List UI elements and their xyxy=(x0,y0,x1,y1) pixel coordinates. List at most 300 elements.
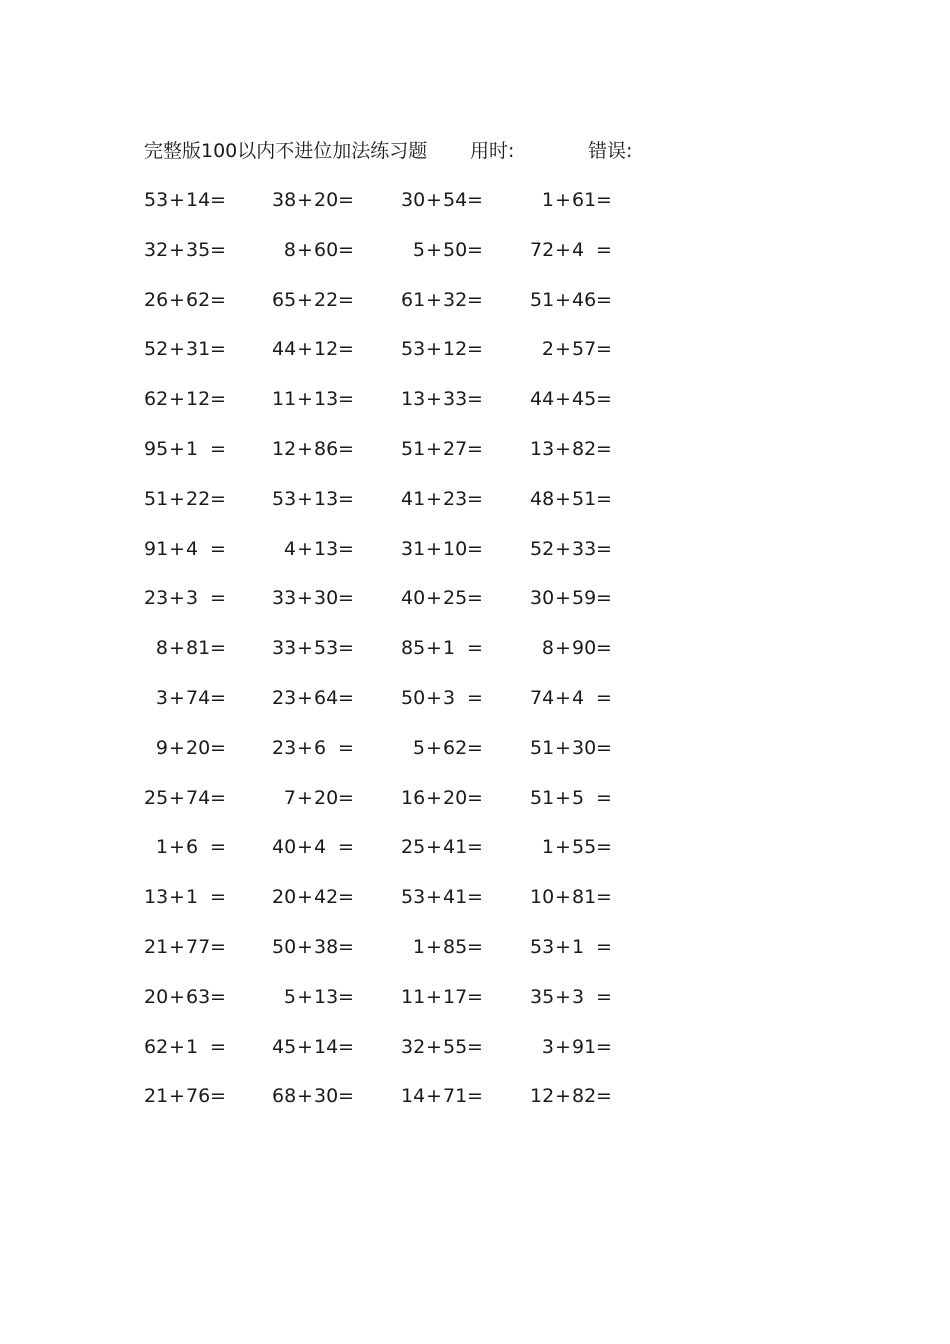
equals-sign: = xyxy=(596,935,612,958)
addend-first: 11 xyxy=(272,388,297,411)
plus-sign: + xyxy=(555,686,571,709)
equals-sign: = xyxy=(210,637,226,660)
equals-sign: = xyxy=(596,985,612,1008)
plus-sign: + xyxy=(555,985,571,1008)
equals-sign: = xyxy=(596,786,612,809)
addend-second: 1 xyxy=(186,437,199,460)
plus-sign: + xyxy=(169,985,185,1008)
plus-sign: + xyxy=(555,1085,571,1108)
addend-first: 4 xyxy=(283,537,296,560)
addend-first: 8 xyxy=(283,238,296,261)
addend-first: 95 xyxy=(144,437,169,460)
equals-sign: = xyxy=(596,686,612,709)
addition-problem xyxy=(530,783,658,813)
addend-first: 8 xyxy=(155,637,168,660)
addition-problem xyxy=(272,334,400,364)
addition-problem xyxy=(401,783,529,813)
equals-sign: = xyxy=(467,637,483,660)
plus-sign: + xyxy=(297,238,313,261)
addition-problem xyxy=(272,1032,400,1062)
addend-second: 74 xyxy=(186,786,211,809)
equals-sign: = xyxy=(467,437,483,460)
addition-problem xyxy=(401,384,529,414)
addition-problem xyxy=(530,633,658,663)
addend-first: 40 xyxy=(401,587,426,610)
equals-sign: = xyxy=(338,189,354,211)
addend-second: 62 xyxy=(186,288,211,311)
plus-sign: + xyxy=(555,886,571,909)
addition-problem xyxy=(401,1032,529,1062)
addend-first: 53 xyxy=(144,189,169,211)
addend-second: 74 xyxy=(186,686,211,709)
plus-sign: + xyxy=(297,736,313,759)
equals-sign: = xyxy=(338,587,354,610)
addend-second: 77 xyxy=(186,935,211,958)
addition-problem xyxy=(144,235,272,265)
addend-second: 54 xyxy=(443,189,468,211)
equals-sign: = xyxy=(467,836,483,859)
problem-row xyxy=(144,783,704,833)
equals-sign: = xyxy=(467,786,483,809)
equals-sign: = xyxy=(467,1035,483,1058)
addend-second: 22 xyxy=(186,487,211,510)
equals-sign: = xyxy=(467,487,483,510)
addition-problem xyxy=(401,534,529,564)
addend-second: 14 xyxy=(186,189,211,211)
addend-first: 32 xyxy=(401,1035,426,1058)
addend-first: 21 xyxy=(144,935,169,958)
addend-second: 4 xyxy=(314,836,327,859)
addend-first: 13 xyxy=(401,388,426,411)
addend-first: 3 xyxy=(155,686,168,709)
addition-problem xyxy=(401,633,529,663)
addend-second: 42 xyxy=(314,886,339,909)
plus-sign: + xyxy=(426,587,442,610)
addend-first: 32 xyxy=(144,238,169,261)
addition-problem xyxy=(530,334,658,364)
addition-problem xyxy=(272,534,400,564)
equals-sign: = xyxy=(210,487,226,510)
plus-sign: + xyxy=(169,886,185,909)
equals-sign: = xyxy=(596,437,612,460)
problem-row xyxy=(144,235,704,285)
plus-sign: + xyxy=(169,836,185,859)
equals-sign: = xyxy=(596,836,612,859)
plus-sign: + xyxy=(297,686,313,709)
addend-first: 7 xyxy=(283,786,296,809)
addition-problem xyxy=(144,882,272,912)
equals-sign: = xyxy=(467,985,483,1008)
equals-sign: = xyxy=(338,437,354,460)
equals-sign: = xyxy=(338,288,354,311)
addition-problem xyxy=(401,932,529,962)
equals-sign: = xyxy=(467,935,483,958)
problem-row xyxy=(144,1032,704,1082)
equals-sign: = xyxy=(210,388,226,411)
addend-first: 62 xyxy=(144,1035,169,1058)
addend-second: 30 xyxy=(314,587,339,610)
addition-problem xyxy=(530,1032,658,1062)
addition-problem xyxy=(530,185,658,215)
addend-second: 20 xyxy=(314,786,339,809)
plus-sign: + xyxy=(169,686,185,709)
addition-problem xyxy=(144,1032,272,1062)
addend-second: 6 xyxy=(186,836,199,859)
addend-first: 10 xyxy=(530,886,555,909)
addend-second: 55 xyxy=(443,1035,468,1058)
addend-first: 41 xyxy=(401,487,426,510)
addend-first: 51 xyxy=(144,487,169,510)
addition-problem xyxy=(530,932,658,962)
plus-sign: + xyxy=(426,238,442,261)
problem-row xyxy=(144,1081,704,1131)
addition-problem xyxy=(144,334,272,364)
problem-row xyxy=(144,534,704,584)
addend-second: 64 xyxy=(314,686,339,709)
problem-row xyxy=(144,334,704,384)
addition-problem xyxy=(272,932,400,962)
plus-sign: + xyxy=(555,437,571,460)
addition-problem xyxy=(401,1081,529,1111)
addition-problem xyxy=(530,484,658,514)
plus-sign: + xyxy=(555,238,571,261)
addition-problem xyxy=(272,832,400,862)
addend-second: 62 xyxy=(443,736,468,759)
addition-problem xyxy=(530,832,658,862)
addend-first: 50 xyxy=(401,686,426,709)
addend-first: 30 xyxy=(530,587,555,610)
addend-first: 62 xyxy=(144,388,169,411)
addend-first: 5 xyxy=(412,736,425,759)
addend-second: 13 xyxy=(314,985,339,1008)
addend-second: 5 xyxy=(572,786,585,809)
addition-problem xyxy=(272,733,400,763)
plus-sign: + xyxy=(555,1035,571,1058)
problem-row xyxy=(144,982,704,1032)
addend-second: 53 xyxy=(314,637,339,660)
problem-row xyxy=(144,285,704,335)
addend-second: 50 xyxy=(443,238,468,261)
addend-first: 26 xyxy=(144,288,169,311)
plus-sign: + xyxy=(169,587,185,610)
addend-second: 22 xyxy=(314,288,339,311)
plus-sign: + xyxy=(555,786,571,809)
problem-grid xyxy=(144,185,704,1131)
equals-sign: = xyxy=(210,238,226,261)
addition-problem xyxy=(272,434,400,464)
equals-sign: = xyxy=(596,537,612,560)
addend-second: 63 xyxy=(186,985,211,1008)
equals-sign: = xyxy=(467,388,483,411)
addend-first: 38 xyxy=(272,189,297,211)
addition-problem xyxy=(144,733,272,763)
addend-second: 1 xyxy=(186,886,199,909)
equals-sign: = xyxy=(338,836,354,859)
problem-row xyxy=(144,185,704,235)
addend-first: 13 xyxy=(530,437,555,460)
equals-sign: = xyxy=(596,288,612,311)
addition-problem xyxy=(530,285,658,315)
equals-sign: = xyxy=(210,537,226,560)
addend-second: 30 xyxy=(314,1085,339,1108)
equals-sign: = xyxy=(210,886,226,909)
addend-first: 53 xyxy=(401,886,426,909)
addend-first: 2 xyxy=(541,338,554,361)
addend-first: 1 xyxy=(155,836,168,859)
addition-problem xyxy=(272,882,400,912)
addend-second: 76 xyxy=(186,1085,211,1108)
equals-sign: = xyxy=(467,189,483,211)
addition-problem xyxy=(401,285,529,315)
equals-sign: = xyxy=(338,985,354,1008)
plus-sign: + xyxy=(426,1085,442,1108)
addend-first: 25 xyxy=(144,786,169,809)
plus-sign: + xyxy=(297,587,313,610)
addend-second: 41 xyxy=(443,886,468,909)
addend-second: 51 xyxy=(572,487,597,510)
addend-second: 20 xyxy=(314,189,339,211)
addend-second: 82 xyxy=(572,1085,597,1108)
addition-problem xyxy=(530,434,658,464)
addend-first: 3 xyxy=(541,1035,554,1058)
addition-problem xyxy=(272,484,400,514)
plus-sign: + xyxy=(426,736,442,759)
addition-problem xyxy=(401,683,529,713)
addition-problem xyxy=(272,185,400,215)
plus-sign: + xyxy=(169,935,185,958)
addend-first: 5 xyxy=(412,238,425,261)
addition-problem xyxy=(144,384,272,414)
equals-sign: = xyxy=(338,487,354,510)
addend-second: 33 xyxy=(572,537,597,560)
addend-first: 16 xyxy=(401,786,426,809)
addend-second: 35 xyxy=(186,238,211,261)
addition-problem xyxy=(144,285,272,315)
equals-sign: = xyxy=(467,886,483,909)
addend-first: 50 xyxy=(272,935,297,958)
addend-second: 57 xyxy=(572,338,597,361)
addend-first: 23 xyxy=(272,736,297,759)
addition-problem xyxy=(144,185,272,215)
plus-sign: + xyxy=(426,288,442,311)
equals-sign: = xyxy=(210,985,226,1008)
addition-problem xyxy=(272,633,400,663)
time-label: 用时: xyxy=(470,140,515,162)
addition-problem xyxy=(144,1081,272,1111)
equals-sign: = xyxy=(338,388,354,411)
plus-sign: + xyxy=(426,388,442,411)
addition-problem xyxy=(530,1081,658,1111)
addend-second: 27 xyxy=(443,437,468,460)
addition-problem xyxy=(144,783,272,813)
addend-second: 85 xyxy=(443,935,468,958)
equals-sign: = xyxy=(210,836,226,859)
addend-first: 33 xyxy=(272,637,297,660)
addend-second: 71 xyxy=(443,1085,468,1108)
plus-sign: + xyxy=(426,686,442,709)
equals-sign: = xyxy=(210,736,226,759)
plus-sign: + xyxy=(169,637,185,660)
error-label: 错误: xyxy=(588,140,633,162)
addition-problem xyxy=(144,982,272,1012)
addend-first: 30 xyxy=(401,189,426,211)
addend-second: 12 xyxy=(186,388,211,411)
equals-sign: = xyxy=(467,537,483,560)
addend-first: 35 xyxy=(530,985,555,1008)
equals-sign: = xyxy=(210,1085,226,1108)
addend-second: 25 xyxy=(443,587,468,610)
addend-first: 68 xyxy=(272,1085,297,1108)
addend-first: 65 xyxy=(272,288,297,311)
addend-first: 14 xyxy=(401,1085,426,1108)
plus-sign: + xyxy=(426,189,442,211)
plus-sign: + xyxy=(169,537,185,560)
addend-second: 55 xyxy=(572,836,597,859)
equals-sign: = xyxy=(210,338,226,361)
addend-first: 12 xyxy=(530,1085,555,1108)
addition-problem xyxy=(272,583,400,613)
plus-sign: + xyxy=(555,836,571,859)
plus-sign: + xyxy=(426,338,442,361)
addition-problem xyxy=(530,534,658,564)
equals-sign: = xyxy=(210,288,226,311)
addend-first: 61 xyxy=(401,288,426,311)
equals-sign: = xyxy=(596,388,612,411)
plus-sign: + xyxy=(297,1085,313,1108)
plus-sign: + xyxy=(169,487,185,510)
addend-first: 85 xyxy=(401,637,426,660)
equals-sign: = xyxy=(210,1035,226,1058)
addend-first: 51 xyxy=(530,288,555,311)
plus-sign: + xyxy=(426,985,442,1008)
addend-second: 4 xyxy=(572,686,585,709)
plus-sign: + xyxy=(555,189,571,211)
plus-sign: + xyxy=(169,1085,185,1108)
plus-sign: + xyxy=(297,189,313,211)
addition-problem xyxy=(530,583,658,613)
addend-second: 30 xyxy=(572,736,597,759)
addend-first: 8 xyxy=(541,637,554,660)
addend-first: 72 xyxy=(530,238,555,261)
addend-second: 10 xyxy=(443,537,468,560)
addend-first: 53 xyxy=(401,338,426,361)
addition-problem xyxy=(272,384,400,414)
plus-sign: + xyxy=(297,288,313,311)
equals-sign: = xyxy=(338,736,354,759)
addition-problem xyxy=(530,882,658,912)
equals-sign: = xyxy=(467,338,483,361)
addend-first: 5 xyxy=(283,985,296,1008)
plus-sign: + xyxy=(297,935,313,958)
equals-sign: = xyxy=(210,786,226,809)
equals-sign: = xyxy=(338,637,354,660)
addend-second: 46 xyxy=(572,288,597,311)
addition-problem xyxy=(272,285,400,315)
addend-second: 1 xyxy=(572,935,585,958)
equals-sign: = xyxy=(210,587,226,610)
plus-sign: + xyxy=(555,537,571,560)
addition-problem xyxy=(144,583,272,613)
addend-second: 20 xyxy=(186,736,211,759)
addend-first: 52 xyxy=(144,338,169,361)
plus-sign: + xyxy=(297,338,313,361)
addend-first: 21 xyxy=(144,1085,169,1108)
addend-first: 1 xyxy=(412,935,425,958)
addition-problem xyxy=(401,185,529,215)
addend-first: 51 xyxy=(401,437,426,460)
addend-second: 14 xyxy=(314,1035,339,1058)
plus-sign: + xyxy=(297,836,313,859)
addend-first: 44 xyxy=(530,388,555,411)
addend-second: 59 xyxy=(572,587,597,610)
plus-sign: + xyxy=(297,786,313,809)
addend-second: 13 xyxy=(314,487,339,510)
addition-problem xyxy=(401,982,529,1012)
equals-sign: = xyxy=(210,437,226,460)
addition-problem xyxy=(144,633,272,663)
worksheet-title: 完整版100以内不进位加法练习题 xyxy=(144,140,428,162)
addend-second: 31 xyxy=(186,338,211,361)
addend-second: 4 xyxy=(572,238,585,261)
addend-first: 13 xyxy=(144,886,169,909)
plus-sign: + xyxy=(426,836,442,859)
addition-problem xyxy=(144,932,272,962)
addend-first: 51 xyxy=(530,786,555,809)
problem-row xyxy=(144,683,704,733)
addend-second: 90 xyxy=(572,637,597,660)
equals-sign: = xyxy=(338,786,354,809)
addition-problem xyxy=(530,235,658,265)
addend-second: 23 xyxy=(443,487,468,510)
problem-row xyxy=(144,633,704,683)
addition-problem xyxy=(144,534,272,564)
problem-row xyxy=(144,583,704,633)
equals-sign: = xyxy=(467,1085,483,1108)
equals-sign: = xyxy=(210,189,226,211)
equals-sign: = xyxy=(338,338,354,361)
addend-second: 81 xyxy=(186,637,211,660)
problem-row xyxy=(144,484,704,534)
addend-first: 53 xyxy=(272,487,297,510)
problem-row xyxy=(144,932,704,982)
addend-first: 52 xyxy=(530,537,555,560)
addition-problem xyxy=(401,583,529,613)
addend-second: 3 xyxy=(443,686,456,709)
addend-second: 38 xyxy=(314,935,339,958)
equals-sign: = xyxy=(338,886,354,909)
addition-problem xyxy=(144,832,272,862)
equals-sign: = xyxy=(338,686,354,709)
addend-second: 60 xyxy=(314,238,339,261)
equals-sign: = xyxy=(596,189,612,211)
problem-row xyxy=(144,434,704,484)
addend-second: 32 xyxy=(443,288,468,311)
addend-first: 53 xyxy=(530,935,555,958)
equals-sign: = xyxy=(338,1085,354,1108)
equals-sign: = xyxy=(467,736,483,759)
equals-sign: = xyxy=(596,1035,612,1058)
addend-second: 91 xyxy=(572,1035,597,1058)
problem-row xyxy=(144,384,704,434)
plus-sign: + xyxy=(297,537,313,560)
equals-sign: = xyxy=(467,587,483,610)
equals-sign: = xyxy=(596,587,612,610)
addend-second: 20 xyxy=(443,786,468,809)
addition-problem xyxy=(530,733,658,763)
addend-second: 1 xyxy=(186,1035,199,1058)
addend-first: 25 xyxy=(401,836,426,859)
plus-sign: + xyxy=(555,388,571,411)
